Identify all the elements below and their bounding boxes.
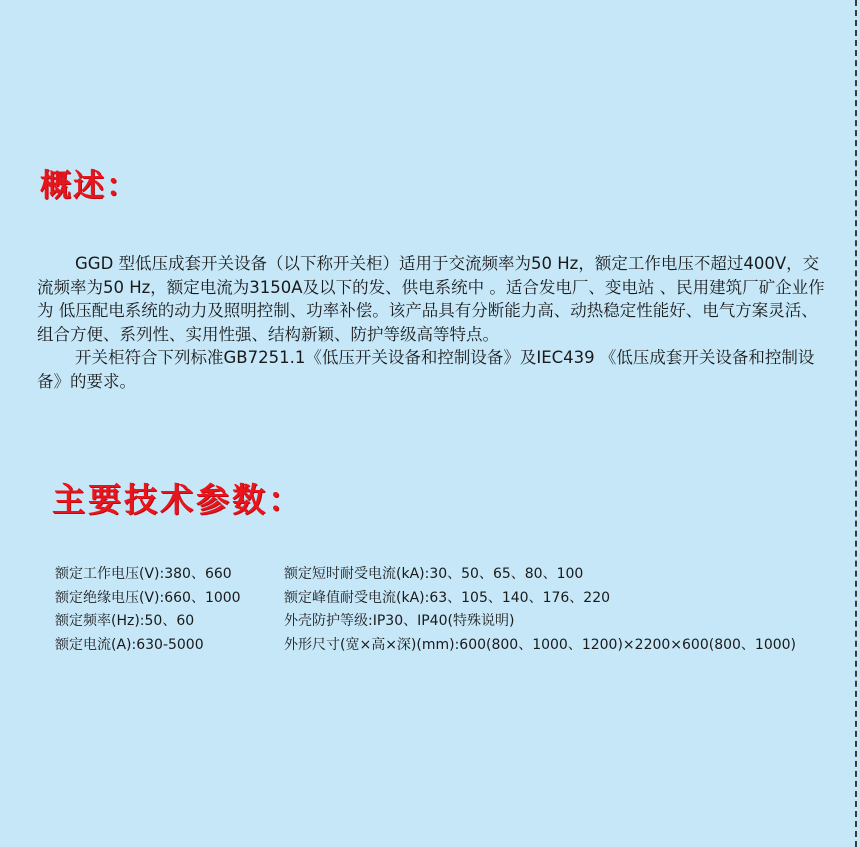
page-edge-dashed-border bbox=[855, 0, 857, 847]
spec-rated-voltage: 额定工作电压(V):380、660 bbox=[55, 566, 232, 582]
specs-right-column bbox=[284, 563, 796, 657]
spec-short-time-current: 额定短时耐受电流(kA):30、50、65、80、100 bbox=[284, 566, 584, 582]
overview-description bbox=[37, 252, 827, 393]
spec-insulation-voltage: 额定绝缘电压(V):660、1000 bbox=[55, 589, 241, 606]
specs-heading: 主要技术参数： bbox=[52, 480, 304, 519]
spec-protection-class: 外壳防护等级:IP30、IP40(特殊说明) bbox=[284, 613, 515, 629]
overview-heading: 概述： bbox=[40, 168, 139, 204]
spec-dimensions: 外形尺寸(宽×高×深)(mm):600(800、1000、1200)×2200×600(800、1000) bbox=[284, 636, 797, 653]
overview-paragraph-1: GGD 型低压成套开关设备（以下称开关柜）适用于交流频率为50 Hz，额定工作电压不超过400V，交流频率为50 Hz，额定电流为3150A及以下的发、供电系统中 。适合发电厂、变电站 、民用建筑厂矿企业作 为 低压配电系统的动力及照明控制、功率补偿。该产品具有分断能力高、动热稳定性能好、电气方案灵活、组合方便、系列性、实用性强、结构新颖、防护等级高等特点。 bbox=[37, 254, 825, 344]
overview-paragraph-2-line-1: 开关柜符合下列标准GB7251.1《低压开关设备和控制设备》及IEC439 《低压成套开关设备和控制设 bbox=[75, 348, 815, 367]
spec-rated-frequency: 额定频率(Hz):50、60 bbox=[55, 613, 195, 629]
spec-peak-current: 额定峰值耐受电流(kA):63、105、140、176、220 bbox=[284, 589, 611, 606]
overview-paragraph-2-line-2: 备》的要求。 bbox=[37, 371, 136, 391]
specs-left-column bbox=[55, 563, 241, 657]
spec-rated-current: 额定电流(A):630-5000 bbox=[55, 636, 204, 653]
